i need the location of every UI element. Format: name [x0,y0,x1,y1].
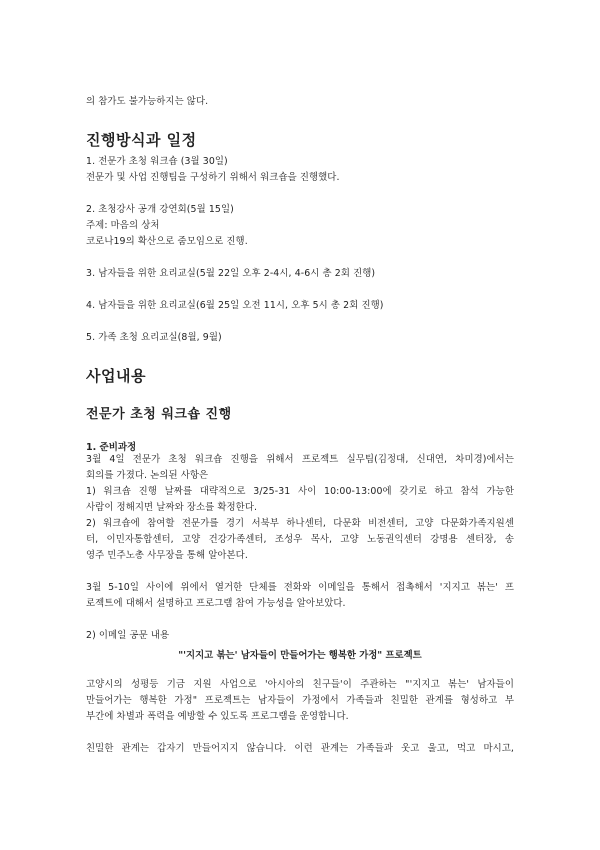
schedule-item-3-title: 3. 남자들을 위한 요리교실(5월 22일 오후 2-4시, 4-6시 총 2회 진행) [86,268,376,279]
email-para1-line: 만들어가는 행복한 가정" 프로젝트는 남자들이 가정에서 가족들과 친밀한 관계를 형성하고 부 [86,695,514,706]
email-title: "'지지고 볶는' 남자들이 만들어가는 행복한 가정" 프로젝트 [178,650,422,661]
prep-line: 1) 워크숍 진행 날짜를 대략적으로 3/25-31 사이 10:00-13:00에 갖기로 하고 참석 가능한 [86,486,514,497]
content-heading: 사업내용 [86,367,146,385]
prep-line: 영주 민주노총 사무장을 통해 알아본다. [86,550,248,561]
schedule-item-2-title: 2. 초청강사 공개 강연회(5월 15일) [86,204,234,215]
prep-line: 사람이 정해지면 날짜와 장소를 확정한다. [86,502,258,513]
email-para1-line: 고양시의 성평등 기금 지원 사업으로 '아시아의 친구들'이 주관하는 "'지지고 볶는' 남자들이 [86,679,514,690]
schedule-item-5-title: 5. 가족 초청 요리교실(8월, 9월) [86,332,222,343]
schedule-item-2-note: 코로나19의 확산으로 줌모임으로 진행. [86,236,248,247]
email-para2-line: 친밀한 관계는 갑자기 만들어지지 않습니다. 이런 관계는 가족들과 웃고 울고, 먹고 마시고, [86,743,514,754]
contact-line: 로젝트에 대해서 설명하고 프로그램 참여 가능성을 알아보았다. [86,598,346,609]
prep-heading: 1. 준비과정 [86,442,137,453]
prep-line: 회의를 가졌다. 논의된 사항은 [86,470,209,481]
intro-text: 의 참가도 불가능하지는 않다. [86,96,209,107]
email-para1-line: 부간에 차별과 폭력을 예방할 수 있도록 프로그램을 운영합니다. [86,711,349,722]
schedule-item-2-topic: 주제: 마음의 상처 [86,220,160,231]
prep-line: 3월 4일 전문가 초청 워크숍 진행을 위해서 프로젝트 실무팀(김정대, 신대연, 차미경)에서는 [86,454,514,465]
contact-line: 3월 5-10일 사이에 위에서 열거한 단체를 전화와 이메일을 통해서 접촉해서 '지지고 볶는' 프 [86,582,514,593]
content-subheading: 전문가 초청 워크숍 진행 [86,407,232,422]
schedule-item-1-desc: 전문가 및 사업 진행팀을 구성하기 위해서 워크숍을 진행했다. [86,172,340,183]
prep-line: 2) 워크숍에 참여할 전문가를 경기 서북부 하나센터, 다문화 비전센터, 고양 다문화가족지원센 [86,518,514,529]
schedule-item-4-title: 4. 남자들을 위한 요리교실(6월 25일 오전 11시, 오후 5시 총 2회 진행) [86,300,384,311]
email-heading: 2) 이메일 공문 내용 [86,630,170,641]
schedule-heading: 진행방식과 일정 [86,131,197,149]
prep-line: 터, 이민자통합센터, 고양 건강가족센터, 조성우 목사, 고양 노동권익센터 강명용 센터장, 송 [86,534,514,545]
schedule-item-1-title: 1. 전문가 초청 워크숍 (3월 30일) [86,156,228,167]
